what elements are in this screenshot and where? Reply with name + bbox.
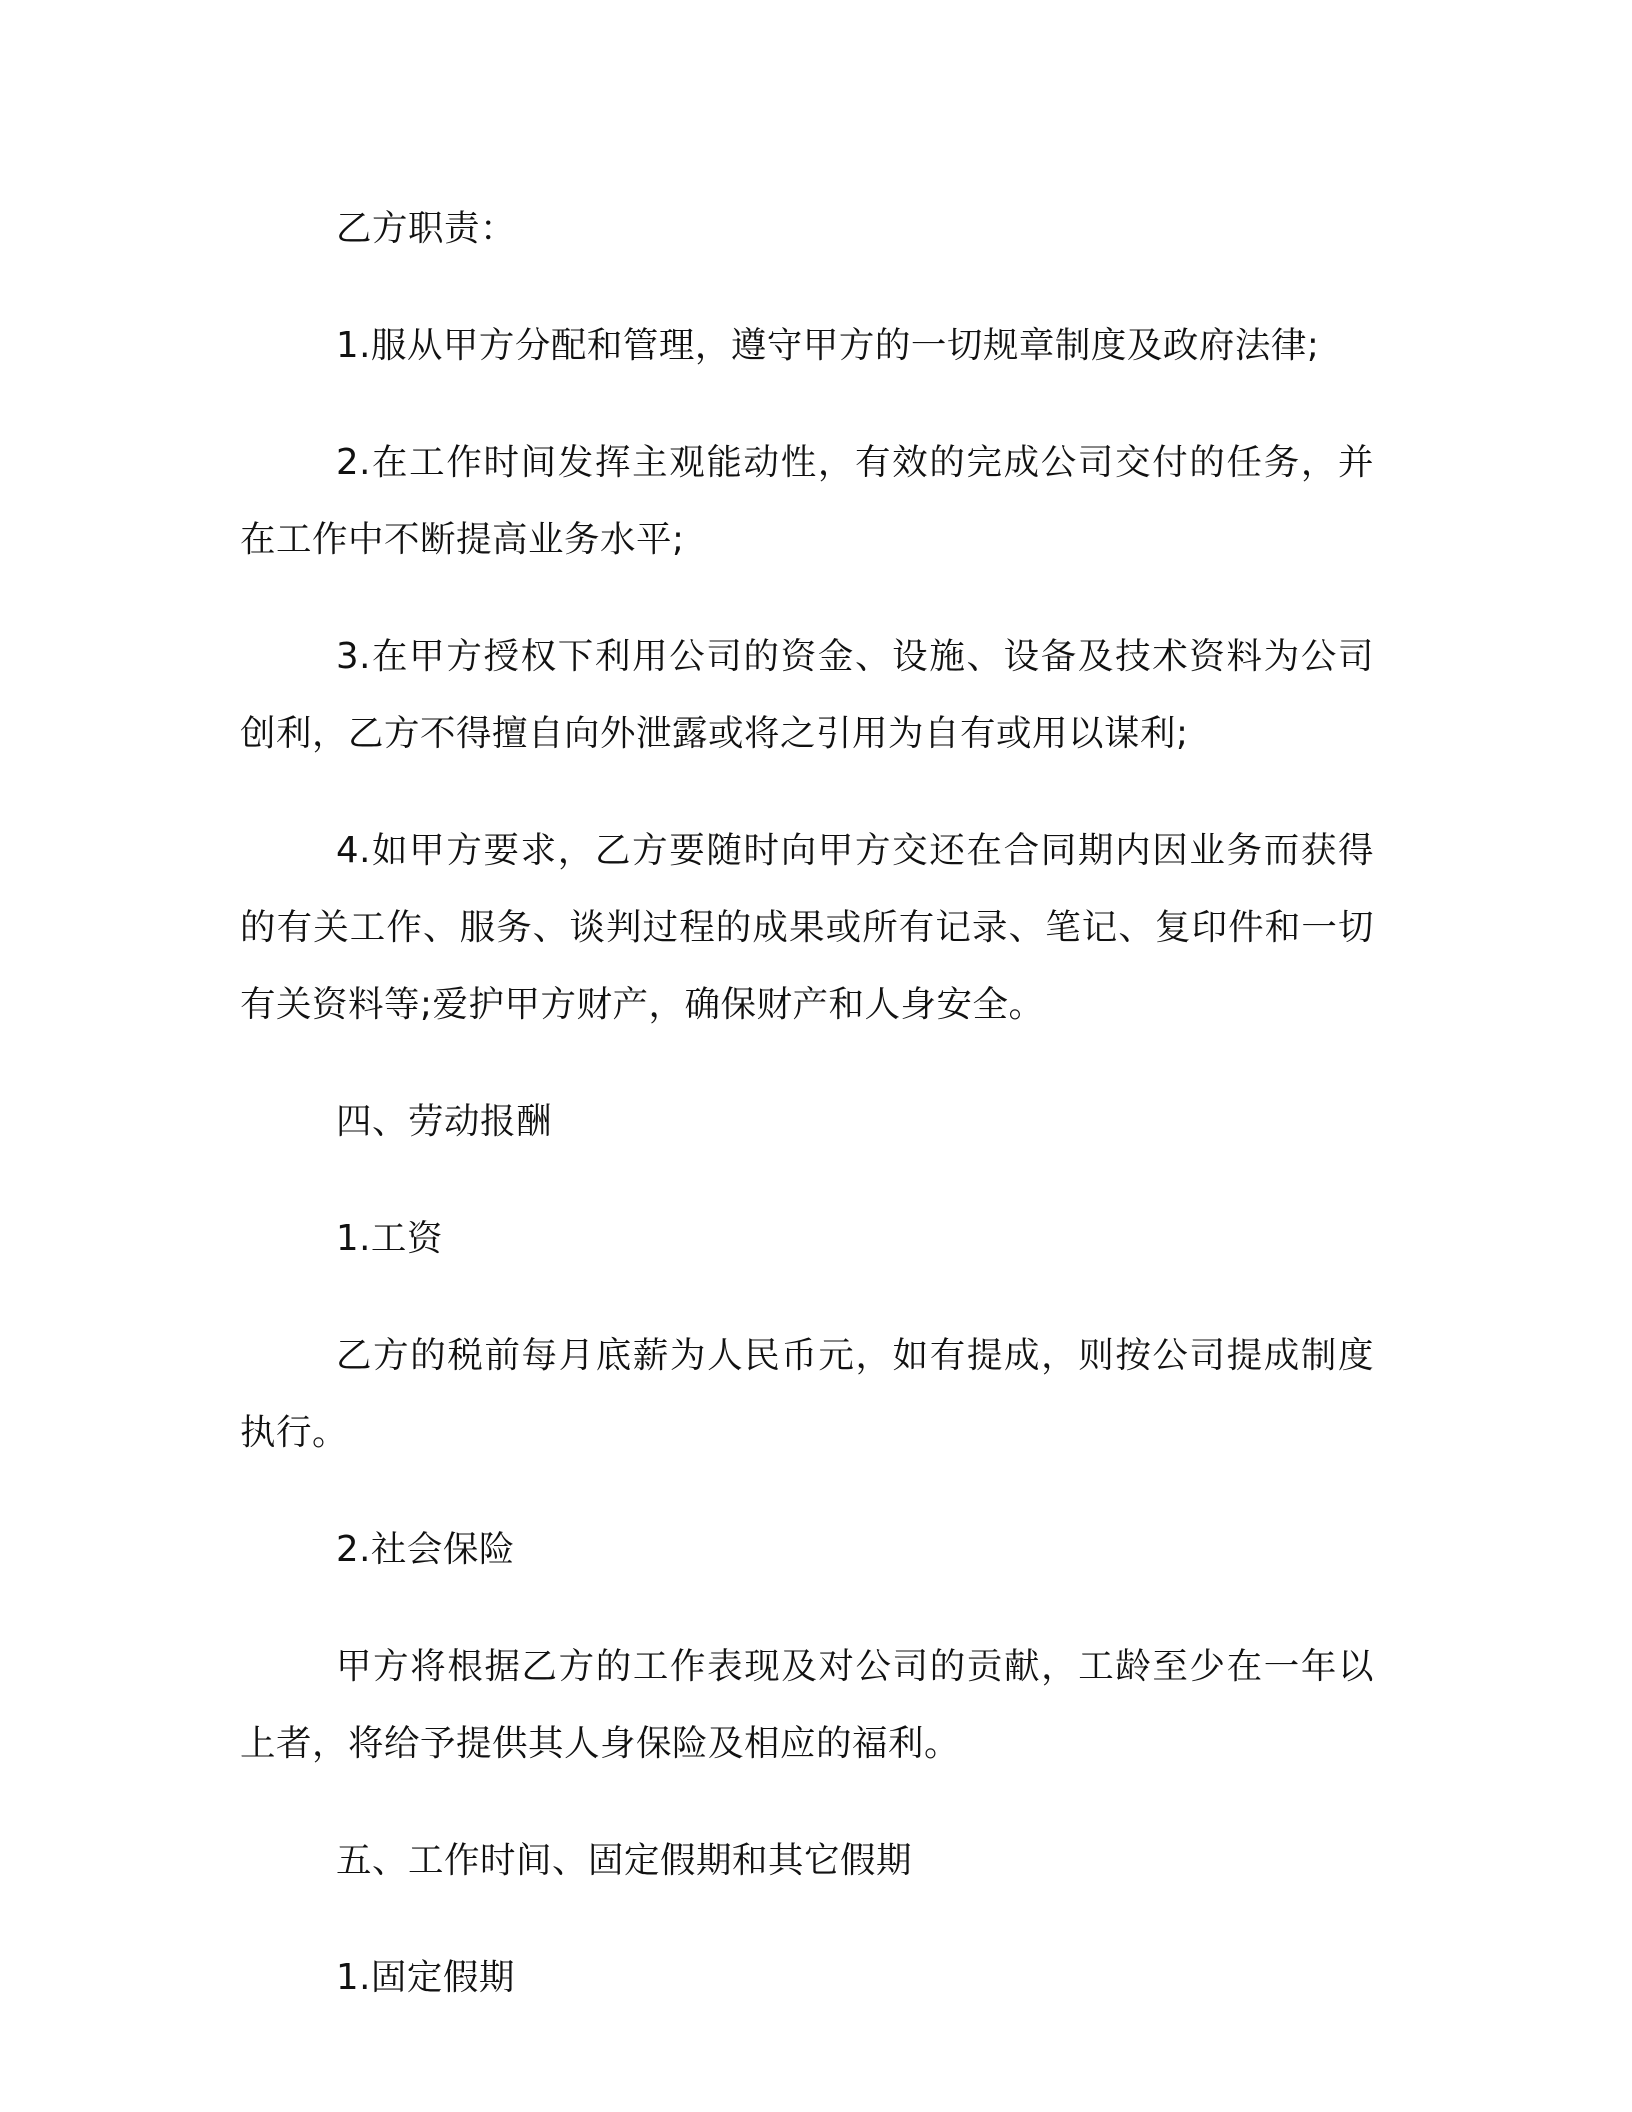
subheading-fixed-holidays: 1.固定假期 bbox=[336, 1957, 515, 1998]
paragraph-social-insurance: 甲方将根据乙方的工作表现及对公司的贡献，工龄至少在一年以上者，将给予提供其人身保险及相应的福利。 bbox=[240, 1646, 1374, 1764]
subheading-salary: 1.工资 bbox=[336, 1218, 443, 1259]
paragraph-salary: 乙方的税前每月底薪为人民币元，如有提成，则按公司提成制度执行。 bbox=[240, 1335, 1374, 1453]
paragraph-duty-3: 3.在甲方授权下利用公司的资金、设施、设备及技术资料为公司创利，乙方不得擅自向外泄露或将之引用为自有或用以谋利; bbox=[240, 636, 1374, 754]
paragraph-duty-2: 2.在工作时间发挥主观能动性，有效的完成公司交付的任务，并在工作中不断提高业务水平; bbox=[240, 442, 1374, 560]
document-body bbox=[240, 190, 1374, 2056]
paragraph-duties-heading: 乙方职责： bbox=[336, 208, 517, 249]
section-heading-remuneration: 四、劳动报酬 bbox=[336, 1101, 553, 1142]
paragraph-duty-1: 1.服从甲方分配和管理，遵守甲方的一切规章制度及政府法律; bbox=[336, 325, 1320, 366]
subheading-social-insurance: 2.社会保险 bbox=[336, 1529, 515, 1570]
paragraph-duty-4: 4.如甲方要求，乙方要随时向甲方交还在合同期内因业务而获得的有关工作、服务、谈判过程的成果或所有记录、笔记、复印件和一切有关资料等;爱护甲方财产，确保财产和人身安全。 bbox=[240, 830, 1374, 1025]
section-heading-working-hours: 五、工作时间、固定假期和其它假期 bbox=[336, 1840, 913, 1881]
